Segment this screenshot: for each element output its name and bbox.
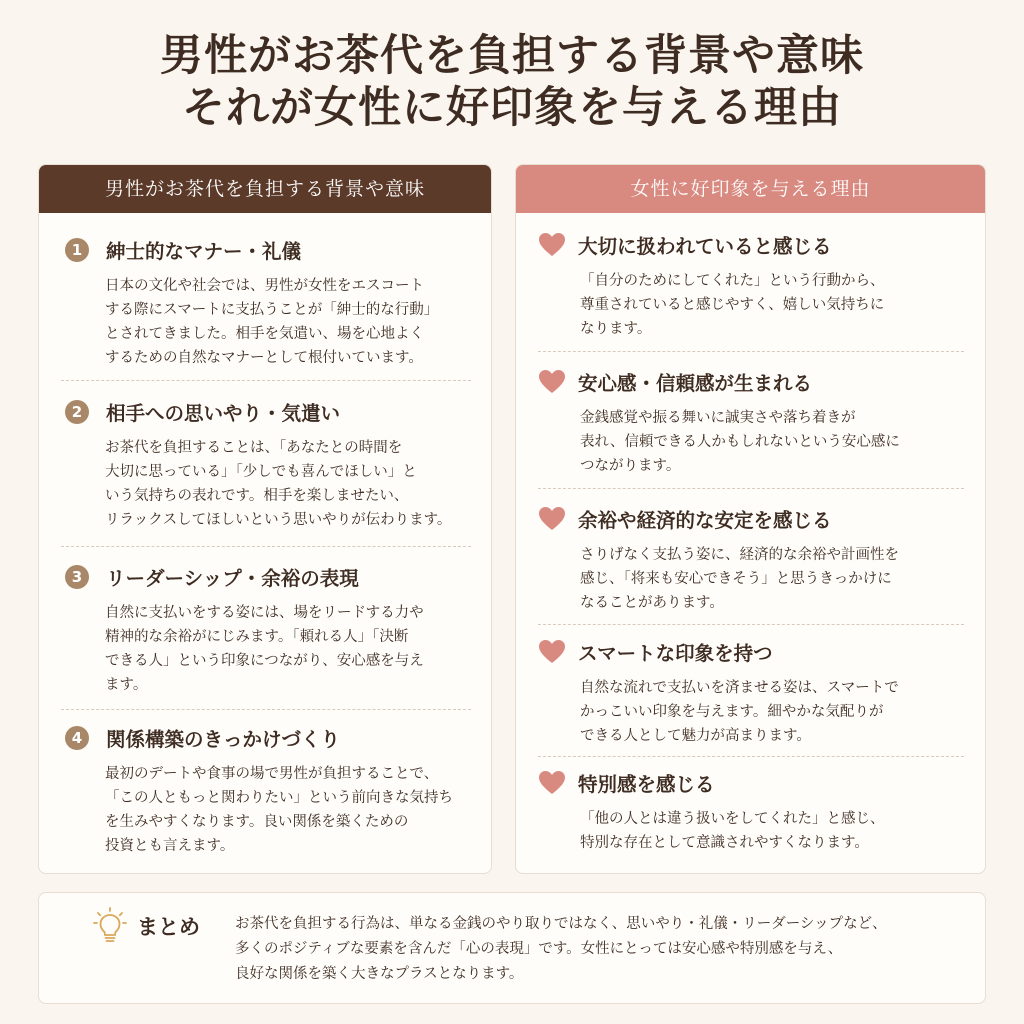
item-title: 紳士的なマナー・礼儀	[106, 240, 302, 263]
item-body: 自然に支払いをする姿には、場をリードする力や 精神的な余裕がにじみます。「頼れる人」「決断 できる人」という印象につながり、安心感を与え ます。	[105, 605, 424, 693]
page-title	[0, 30, 1024, 134]
number-badge: 4	[65, 726, 89, 750]
reason-item	[516, 768, 985, 855]
item-title: 関係構築のきっかけづくり	[106, 728, 341, 751]
item-divider	[538, 351, 964, 352]
item-title: 特別感を感じる	[578, 773, 715, 796]
heart-icon	[538, 369, 566, 395]
item-divider	[61, 709, 471, 710]
number-badge: 2	[65, 400, 89, 424]
background-item	[39, 562, 491, 697]
background-item	[39, 235, 491, 370]
item-divider	[538, 624, 964, 625]
summary-label: まとめ	[137, 915, 200, 939]
background-item	[39, 723, 491, 858]
summary-text: お茶代を負担する行為は、単なる金銭のやり取りではなく、思いやり・礼儀・リーダーシップなど、 多くのポジティブな要素を含んだ「心の表現」です。女性にとっては安心感や特別感を与え、 良好な関係を築く大きなプラスとなります。	[235, 916, 887, 982]
item-title: 余裕や経済的な安定を感じる	[578, 509, 832, 532]
reasons-panel	[515, 164, 986, 874]
item-body: 「他の人とは違う扱いをしてくれた」と感じ、 特別な存在として意識されやすくなります。	[580, 811, 885, 851]
item-body: 「自分のためにしてくれた」という行動から、 尊重されていると感じやすく、嬉しい気持ちに なります。	[580, 273, 885, 337]
item-title: リーダーシップ・余裕の表現	[106, 567, 359, 590]
heart-icon	[538, 232, 566, 258]
background-panel-header: 男性がお茶代を負担する背景や意味	[39, 165, 491, 213]
item-body: 日本の文化や社会では、男性が女性をエスコート する際にスマートに支払うことが「紳士的な行動」 とされてきました。相手を気遣い、場を心地よく するための自然なマナーとして根付いています。	[105, 278, 439, 366]
reason-item	[516, 367, 985, 478]
background-panel	[38, 164, 492, 874]
reasons-panel-header: 女性に好印象を与える理由	[516, 165, 985, 213]
background-item	[39, 397, 491, 532]
item-divider	[61, 380, 471, 381]
number-badge: 3	[65, 565, 89, 589]
heart-icon	[538, 770, 566, 796]
item-body: 自然な流れで支払いを済ませる姿は、スマートで かっこいい印象を与えます。細やかな気配りが できる人として魅力が高まります。	[580, 680, 899, 744]
reason-item	[516, 504, 985, 615]
item-title: 大切に扱われていると感じる	[578, 235, 832, 258]
item-divider	[538, 488, 964, 489]
number-badge: 1	[65, 238, 89, 262]
item-title: スマートな印象を持つ	[578, 642, 773, 665]
page-title-line-2: それが女性に好印象を与える理由	[182, 83, 842, 133]
item-body: お茶代を負担することは、「あなたとの時間を 大切に思っている」「少しでも喜んでほしい」と いう気持ちの表れです。相手を楽しませたい、 リラックスしてほしいという思いやりが伝わります。	[105, 440, 452, 528]
reason-item	[516, 637, 985, 748]
item-divider	[538, 756, 964, 757]
reason-item	[516, 230, 985, 341]
summary-box	[38, 892, 986, 1004]
item-body: 金銭感覚や振る舞いに誠実さや落ち着きが 表れ、信頼できる人かもしれないという安心感に つながります。	[580, 410, 900, 474]
item-body: 最初のデートや食事の場で男性が負担することで、 「この人ともっと関わりたい」という前向きな気持ち を生みやすくなります。良い関係を築くための 投資とも言えます。	[105, 766, 453, 854]
item-title: 相手への思いやり・気遣い	[106, 402, 341, 425]
heart-icon	[538, 506, 566, 532]
item-divider	[61, 546, 471, 547]
heart-icon	[538, 639, 566, 665]
page-title-line-1: 男性がお茶代を負担する背景や意味	[160, 31, 864, 81]
item-title: 安心感・信頼感が生まれる	[578, 372, 813, 395]
lightbulb-icon	[93, 907, 127, 945]
item-body: さりげなく支払う姿に、経済的な余裕や計画性を 感じ、「将来も安心できそう」と思うきっかけに なることがあります。	[580, 547, 899, 611]
